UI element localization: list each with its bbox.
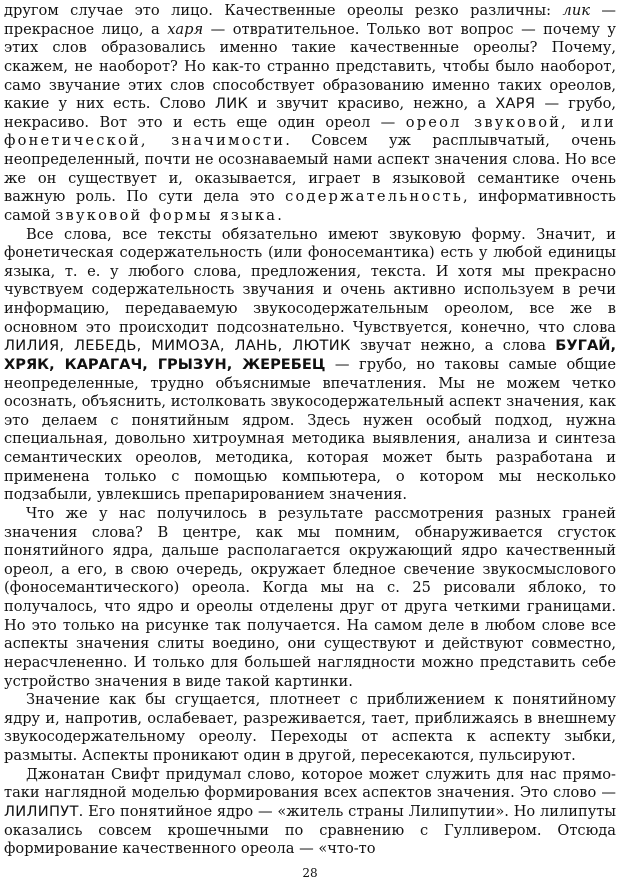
text-run: Джонатан Свифт придумал слово, которое может служить для нас прямо-таки наглядной моделью формирования всех аспектов значения. Это слово — bbox=[4, 765, 616, 802]
text-run: другом случае это лицо. Качественные ореолы резко различны: bbox=[4, 2, 563, 19]
text-run: — грубо, некрасиво. Вот это и есть еще один ореол — bbox=[4, 95, 616, 131]
spaced-emphasis: содержательность bbox=[285, 188, 464, 206]
paragraph-5 bbox=[4, 766, 616, 859]
paragraph-2 bbox=[4, 226, 616, 505]
caps-word: ХАРЯ bbox=[495, 95, 536, 113]
text-run: Все слова, все тексты обязательно имеют звуковую форму. Значит, и фонетическая содержательность (или фоносемантика) есть у любой единицы языка, т. е. у любого слова, предложения, текста. И хотя мы прекрасно чувствуем содержательность звучания и очень активно используем в речи информацию, передаваемую звукосодержательным ореолом, все же в основном это происходит подсознательно. Чувствуется, конечно, что слова bbox=[4, 225, 616, 336]
text-run: . Совсем уж расплывчатый, очень неопределенный, почти не осознаваемый нами аспект значения слова. Но все же он существует и, оказывается, играет в языковой семантике очень важную роль. По сути дела это bbox=[4, 132, 616, 206]
text-run: , информативность самой bbox=[4, 188, 616, 224]
caps-word: ЛИЛИПУТ bbox=[4, 802, 79, 820]
text-run: — прекрасное лицо, а bbox=[4, 2, 616, 38]
caps-word: ЛИЛИЯ, ЛЕБЕДЬ, МИМОЗА, ЛАНЬ, ЛЮТИК bbox=[4, 337, 351, 355]
paragraph-3 bbox=[4, 505, 616, 691]
spaced-emphasis: звуковой формы языка bbox=[55, 206, 278, 224]
text-run: Что же у нас получилось в результате рассмотрения разных граней значения слова? В центре, как мы помним, обнаруживается сгусток понятийного ядра, дальше располагается окружающий ядро качественный ореол, а его, в свою очередь, окружает бледное свечение звукосмыслового (фоносемантического) ореола. Когда мы на с. 25 рисовали яблоко, то получалось, что ядро и ореолы отделены друг от друга четкими границами. Но это только на рисунке так получается. На самом деле в любом слове все аспекты значения слиты воедино, они существуют и действуют совместно, нерасчлененно. И только для большей наглядности можно представить себе устройство значения в виде такой картинки. bbox=[4, 504, 616, 690]
text-run: и звучит красиво, нежно, а bbox=[248, 95, 496, 113]
italic-word: харя bbox=[167, 20, 204, 38]
text-run: . bbox=[277, 206, 282, 224]
text-run: — грубо, но таковы самые общие неопределенные, трудно объяснимые впечатления. Мы не можем четко осознать, объяснить, истолковать звукосодержательный аспект значения, как это делаем с понятийным ядром. Здесь нужен особый подход, нужна специальная, довольно хитроумная методика выявления, анализа и синтеза семантических ореолов, методика, которая может быть разработана и применена только с помощью компьютера, о котором мы несколько подзабыли, увлекшись препарированием значения. bbox=[4, 355, 616, 504]
paragraph-4 bbox=[4, 691, 616, 766]
text-run: — отвратительное. Только вот вопрос — почему у этих слов образовались именно такие качественные ореолы? Почему, скажем, не наоборот? Но как-то странно представить, чтобы было наоборот, само звучание этих слов способствует образованию именно таких ореолов, какие у них есть. Слово bbox=[4, 20, 616, 113]
italic-word: лик bbox=[562, 2, 590, 19]
text-run: . Его понятийное ядро — «житель страны Лилипутии». Но лилипуты оказались совсем крошечными по сравнению с Гулливером. Отсюда формирование качественного ореола — «что-то bbox=[4, 802, 616, 858]
text-run: Значение как бы сгущается, плотнеет с приближением к понятийному ядру и, напротив, ослабевает, разреживается, тает, приближаясь в внешнему звукосодержательному ореолу. Переходы от аспекта к аспекту зыбки, размыты. Аспекты проникают один в другой, пересекаются, пульсируют. bbox=[4, 691, 616, 764]
paragraph-1 bbox=[4, 2, 616, 226]
bold-caps-word: БУГАЙ, ХРЯК, КАРАГАЧ, ГРЫЗУН, ЖЕРЕБЕЦ bbox=[4, 337, 616, 373]
text-run: звучат нежно, а слова bbox=[350, 337, 556, 355]
page-number: 28 bbox=[302, 866, 318, 880]
spaced-emphasis: ореол звуковой, или фонетической, значимости bbox=[4, 113, 616, 150]
caps-word: ЛИК bbox=[214, 95, 249, 113]
body-text bbox=[4, 2, 616, 859]
